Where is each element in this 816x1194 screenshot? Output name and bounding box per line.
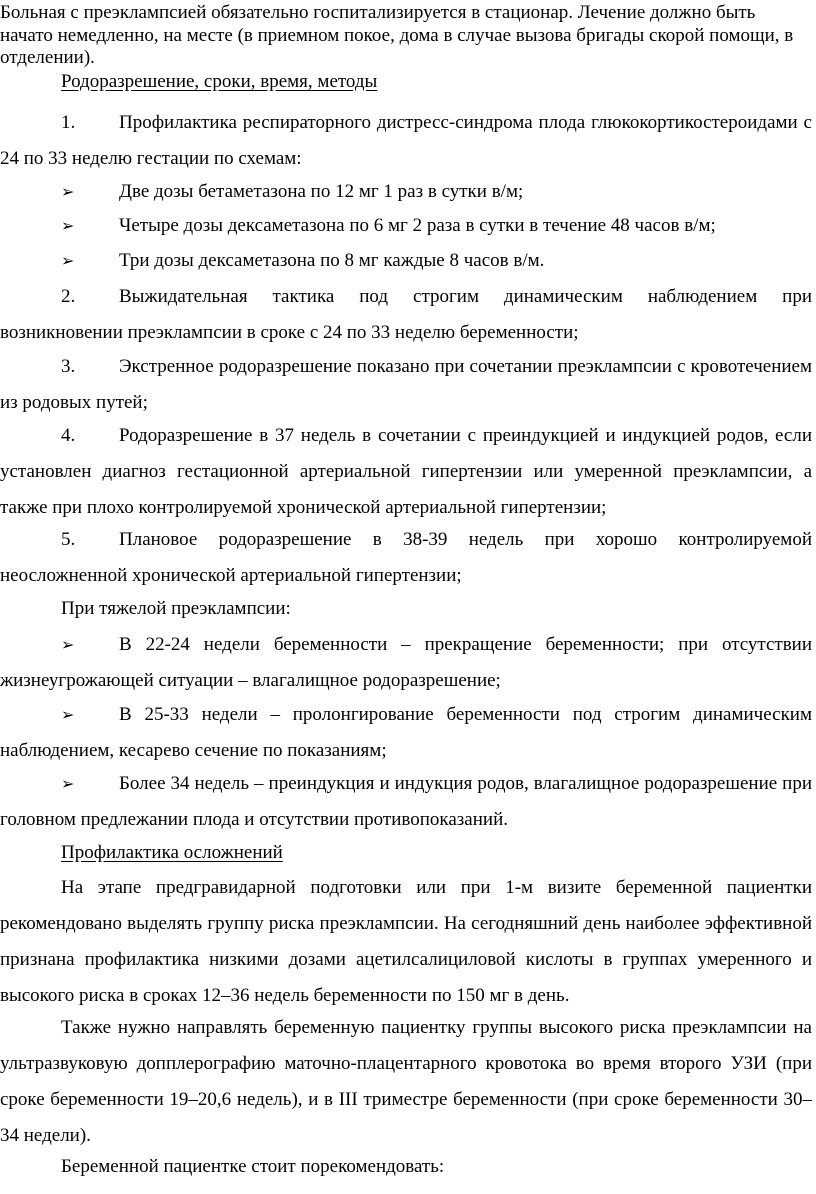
prevention-paragraph-2: Также нужно направлять беременную пациентку группы высокого риска преэклампсии на ультразвуковую допплерографию маточно-плацентарного кровотока во время второго УЗИ (при сроке беременности 19–20,6 недель), и в III триместре беременности (при сроке беременности 30–34 недели). bbox=[0, 1017, 812, 1146]
list-item-text: Родоразрешение в 37 недель в сочетании с преиндукцией и индукцией родов, если установлен диагноз гестационной артериальной гипертензии или умеренной преэклампсии, а также при плохо контролируемой хронической артериальной гипертензии; bbox=[0, 425, 812, 518]
list-item-2 bbox=[0, 279, 812, 351]
list-item-text: Экстренное родоразрешение показано при сочетании преэклампсии с кровотечением из родовых путей; bbox=[0, 356, 812, 413]
list-number: 1. bbox=[61, 112, 76, 133]
prevention-paragraph-1: На этапе предгравидарной подготовки или при 1-м визите беременной пациентки рекомендовано выделять группу риска преэклампсии. На сегодняшний день наиболее эффективной признана профилактика низкими дозами ацетилсалициловой кислоты в группах умеренного и высокого риска в сроках 12–36 недель беременности по 150 мг в день. bbox=[0, 877, 812, 1006]
severe-text: В 25-33 недели – пролонгирование беременности под строгим динамическим наблюдением, кесарево сечение по показаниям; bbox=[0, 704, 812, 761]
list-item-text: Выжидательная тактика под строгим динамическим наблюдением при возникновении преэклампсии в сроке с 24 по 33 неделю беременности; bbox=[0, 286, 812, 343]
scheme-item-2 bbox=[61, 214, 716, 238]
list-item-1 bbox=[0, 105, 812, 177]
recommend-line: Беременной пациентке стоит порекомендовать: bbox=[61, 1156, 445, 1177]
intro-paragraph: Больная с преэклампсией обязательно госпитализируется в стационар. Лечение должно быть начато немедленно, на месте (в приемном покое, дома в случае вызова бригады скорой помощи, в отделении). bbox=[0, 2, 794, 68]
list-number: 2. bbox=[61, 286, 76, 307]
arrowhead-bullet-icon: ➢ bbox=[61, 182, 75, 201]
list-number: 5. bbox=[61, 529, 76, 550]
list-item-text: Плановое родоразрешение в 38-39 недель при хорошо контролируемой неосложненной хронической артериальной гипертензии; bbox=[0, 529, 812, 586]
severe-item-1 bbox=[0, 627, 812, 699]
scheme-item-3 bbox=[61, 249, 544, 273]
arrowhead-bullet-icon: ➢ bbox=[61, 251, 75, 270]
severe-label: При тяжелой преэклампсии: bbox=[61, 598, 291, 619]
severe-item-3 bbox=[0, 766, 812, 838]
arrowhead-bullet-icon: ➢ bbox=[61, 774, 75, 793]
severe-item-2 bbox=[0, 697, 812, 769]
severe-text: Более 34 недель – преиндукция и индукция родов, влагалищное родоразрешение при головном предлежании плода и отсутствии противопоказаний. bbox=[0, 773, 812, 830]
severe-text: В 22-24 недели беременности – прекращение беременности; при отсутствии жизнеугрожающей ситуации – влагалищное родоразрешение; bbox=[0, 634, 812, 691]
arrowhead-bullet-icon: ➢ bbox=[61, 216, 75, 235]
list-number: 3. bbox=[61, 356, 76, 377]
scheme-text: Три дозы дексаметазона по 8 мг каждые 8 часов в/м. bbox=[119, 250, 545, 271]
section-heading-delivery: Родоразрешение, сроки, время, методы bbox=[61, 71, 378, 92]
list-item-3 bbox=[0, 349, 812, 421]
section-heading-prevention: Профилактика осложнений bbox=[61, 842, 283, 863]
list-item-text: Профилактика респираторного дистресс-синдрома плода глюкокортикостероидами с 24 по 33 неделю гестации по схемам: bbox=[0, 112, 812, 169]
scheme-text: Две дозы бетаметазона по 12 мг 1 раз в сутки в/м; bbox=[119, 181, 524, 202]
scheme-item-1 bbox=[61, 180, 523, 204]
arrowhead-bullet-icon: ➢ bbox=[61, 705, 75, 724]
list-number: 4. bbox=[61, 425, 76, 446]
list-item-5 bbox=[0, 522, 812, 594]
arrowhead-bullet-icon: ➢ bbox=[61, 635, 75, 654]
list-item-4 bbox=[0, 418, 812, 526]
scheme-text: Четыре дозы дексаметазона по 6 мг 2 раза в сутки в течение 48 часов в/м; bbox=[119, 215, 716, 236]
